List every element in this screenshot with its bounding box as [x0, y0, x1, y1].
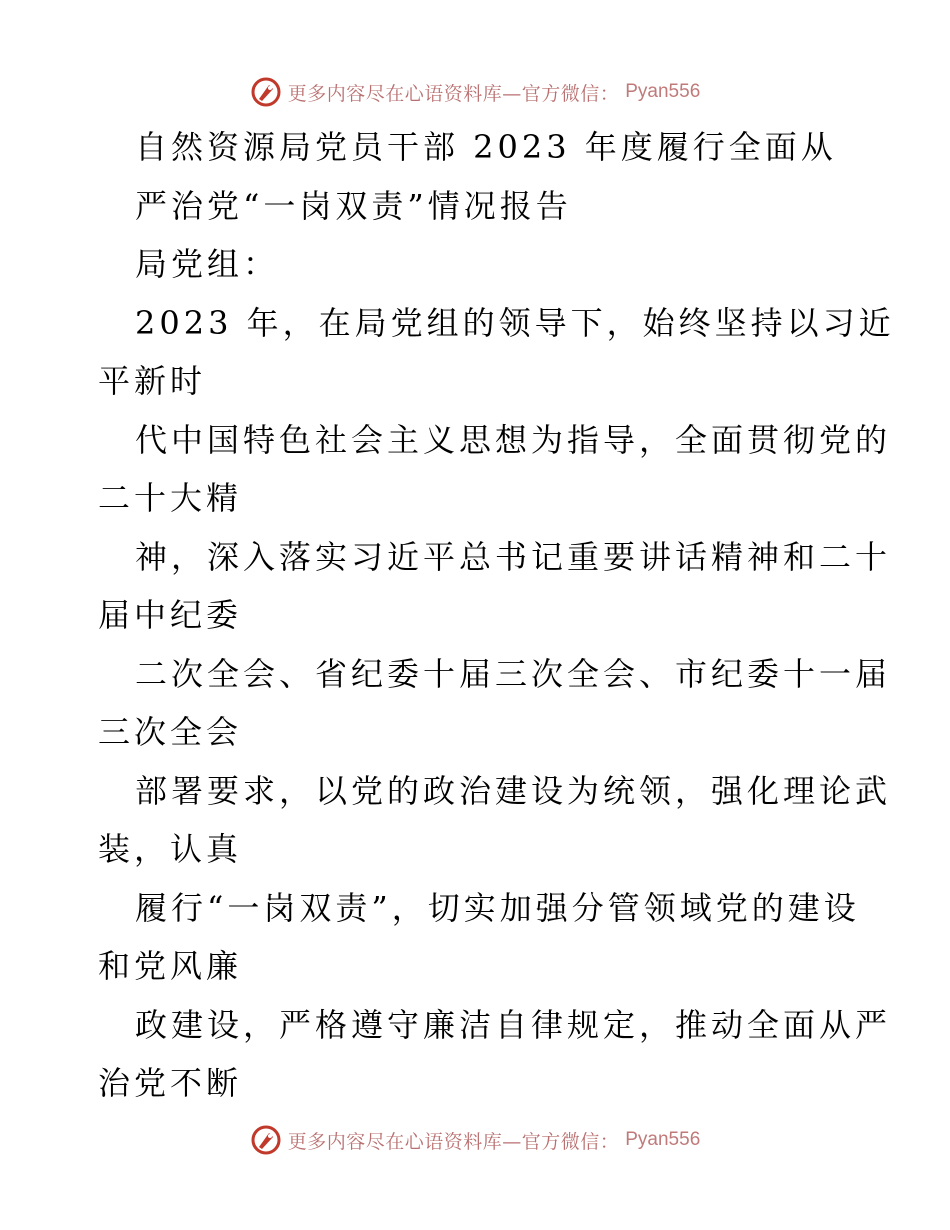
- body-line: 和党风廉: [98, 947, 243, 985]
- salutation: 局党组：: [135, 245, 280, 283]
- watermark-wechat-id: Pyan556: [625, 81, 701, 102]
- document-title-line-1: 自然资源局党员干部 2023 年度履行全面从: [135, 128, 837, 166]
- body-line: 届中纪委: [98, 596, 243, 634]
- body-line: 平新时: [98, 362, 207, 400]
- body-line: 代中国特色社会主义思想为指导，全面贯彻党的: [135, 421, 892, 459]
- body-line: 政建设，严格遵守廉洁自律规定，推动全面从严: [135, 1006, 892, 1044]
- watermark-wechat-id: Pyan556: [625, 1129, 701, 1150]
- body-line: 部署要求，以党的政治建设为统领，强化理论武: [135, 772, 892, 810]
- watermark-text: 更多内容尽在心语资料库—官方微信：: [287, 1130, 620, 1153]
- body-line: 二十大精: [98, 479, 243, 517]
- pen-nib-logo-icon: [250, 76, 282, 108]
- body-line: 治党不断: [98, 1064, 243, 1102]
- body-line: 2023 年，在局党组的领导下，始终坚持以习近: [135, 304, 895, 342]
- body-line: 装，认真: [98, 830, 243, 868]
- header-watermark: [0, 72, 950, 112]
- document-title-line-2: 严治党“一岗双责”情况报告: [135, 187, 572, 225]
- body-line: 三次全会: [98, 713, 243, 751]
- footer-watermark: [0, 1120, 950, 1160]
- pen-nib-logo-icon: [250, 1124, 282, 1156]
- body-line: 神，深入落实习近平总书记重要讲话精神和二十: [135, 538, 892, 576]
- body-line: 二次全会、省纪委十届三次全会、市纪委十一届: [135, 655, 892, 693]
- watermark-text: 更多内容尽在心语资料库—官方微信：: [287, 82, 620, 105]
- body-line: 履行“一岗双责”，切实加强分管领域党的建设: [135, 889, 860, 927]
